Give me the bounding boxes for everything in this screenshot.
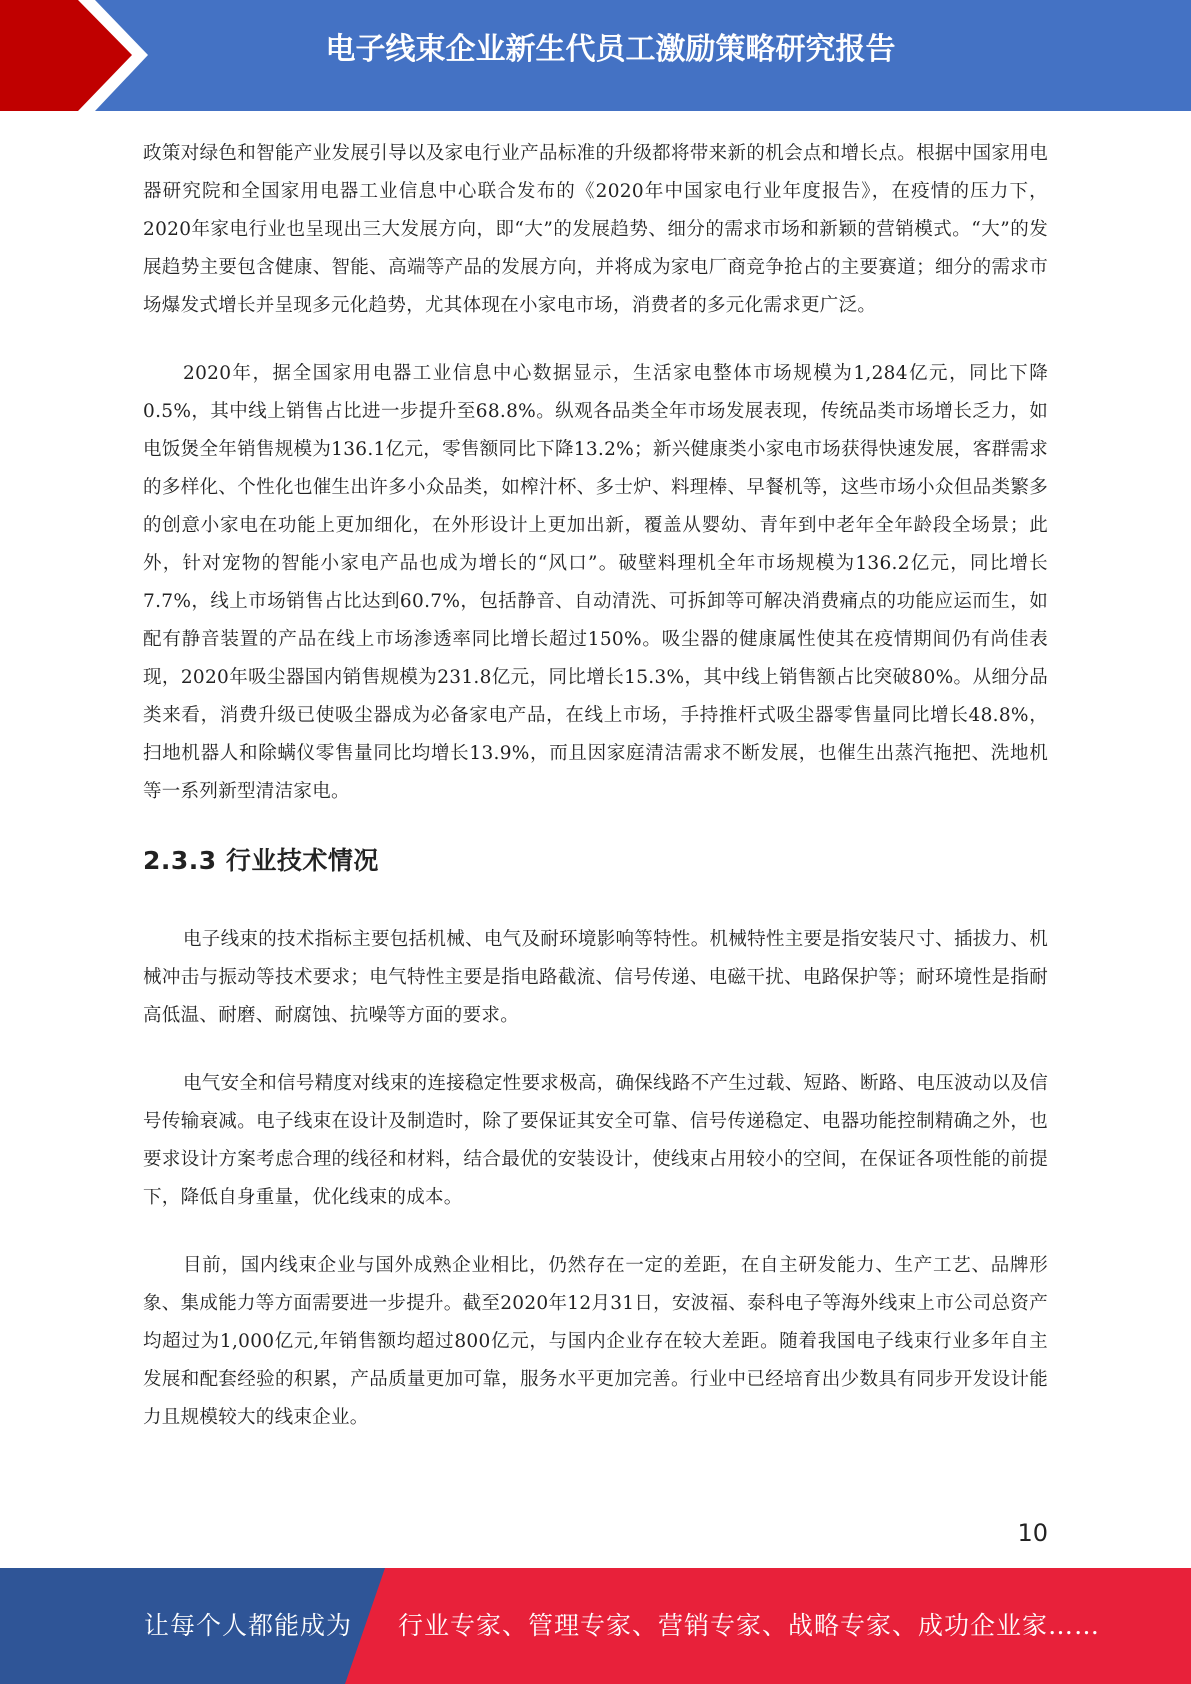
page-content [143, 135, 1048, 1467]
paragraph-1: 政策对绿色和智能产业发展引导以及家电行业产品标准的升级都将带来新的机会点和增长点。根据中国家用电器研究院和全国家用电器工业信息中心联合发布的《2020年中国家电行业年度报告》，在疫情的压力下，2020年家电行业也呈现出三大发展方向，即“大”的发展趋势、细分的需求市场和新颖的营销模式。“大”的发展趋势主要包含健康、智能、高端等产品的发展方向，并将成为家电厂商竞争抢占的主要赛道；细分的需求市场爆发式增长并呈现多元化趋势，尤其体现在小家电市场，消费者的多元化需求更广泛。 [143, 143, 1048, 316]
page-number: 10 [1017, 1519, 1048, 1547]
footer-band [0, 1568, 1191, 1684]
paragraph-2: 2020年，据全国家用电器工业信息中心数据显示，生活家电整体市场规模为1,284亿元，同比下降0.5%，其中线上销售占比进一步提升至68.8%。纵观各品类全年市场发展表现，传统品类市场增长乏力，如电饭煲全年销售规模为136.1亿元，零售额同比下降13.2%；新兴健康类小家电市场获得快速发展，客群需求的多样化、个性化也催生出许多小众品类，如榨汁杯、多士炉、料理棒、早餐机等，这些市场小众但品类繁多的创意小家电在功能上更加细化，在外形设计上更加出新，覆盖从婴幼、青年到中老年全年龄段全场景；此外，针对宠物的智能小家电产品也成为增长的“风口”。破壁料理机全年市场规模为136.2亿元，同比增长7.7%，线上市场销售占比达到60.7%，包括静音、自动清洗、可拆卸等可解决消费痛点的功能应运而生，如配有静音装置的产品在线上市场渗透率同比增长超过150%。吸尘器的健康属性使其在疫情期间仍有尚佳表现，2020年吸尘器国内销售规模为231.8亿元，同比增长15.3%，其中线上销售额占比突破80%。从细分品类来看，消费升级已使吸尘器成为必备家电产品，在线上市场，手持推杆式吸尘器零售量同比增长48.8%，扫地机器人和除螨仪零售量同比均增长13.9%，而且因家庭清洁需求不断发展，也催生出蒸汽拖把、洗地机等一系列新型清洁家电。 [143, 363, 1048, 802]
footer-slogan-left: 让每个人都能成为 [144, 1611, 353, 1640]
paragraph-3: 电子线束的技术指标主要包括机械、电气及耐环境影响等特性。机械特性主要是指安装尺寸、插拔力、机械冲击与振动等技术要求；电气特性主要是指电路截流、信号传递、电磁干扰、电路保护等；耐环境性是指耐高低温、耐磨、耐腐蚀、抗噪等方面的要求。 [143, 929, 1048, 1026]
footer-slogan-right: 行业专家、管理专家、营销专家、战略专家、成功企业家…… [398, 1611, 1101, 1640]
header-band [0, 0, 1191, 111]
paragraph-4: 电气安全和信号精度对线束的连接稳定性要求极高，确保线路不产生过载、短路、断路、电压波动以及信号传输衰减。电子线束在设计及制造时，除了要保证其安全可靠、信号传递稳定、电器功能控制精确之外，也要求设计方案考虑合理的线径和材料，结合最优的安装设计，使线束占用较小的空间，在保证各项性能的前提下，降低自身重量，优化线束的成本。 [143, 1073, 1048, 1208]
document-title: 电子线束企业新生代员工激励策略研究报告 [325, 32, 896, 67]
section-heading: 2.3.3 行业技术情况 [143, 846, 379, 875]
paragraph-5: 目前，国内线束企业与国外成熟企业相比，仍然存在一定的差距，在自主研发能力、生产工艺、品牌形象、集成能力等方面需要进一步提升。截至2020年12月31日，安波福、泰科电子等海外线束上市公司总资产均超过为1,000亿元,年销售额均超过800亿元，与国内企业存在较大差距。随着我国电子线束行业多年自主发展和配套经验的积累，产品质量更加可靠，服务水平更加完善。行业中已经培育出少数具有同步开发设计能力且规模较大的线束企业。 [143, 1255, 1048, 1428]
